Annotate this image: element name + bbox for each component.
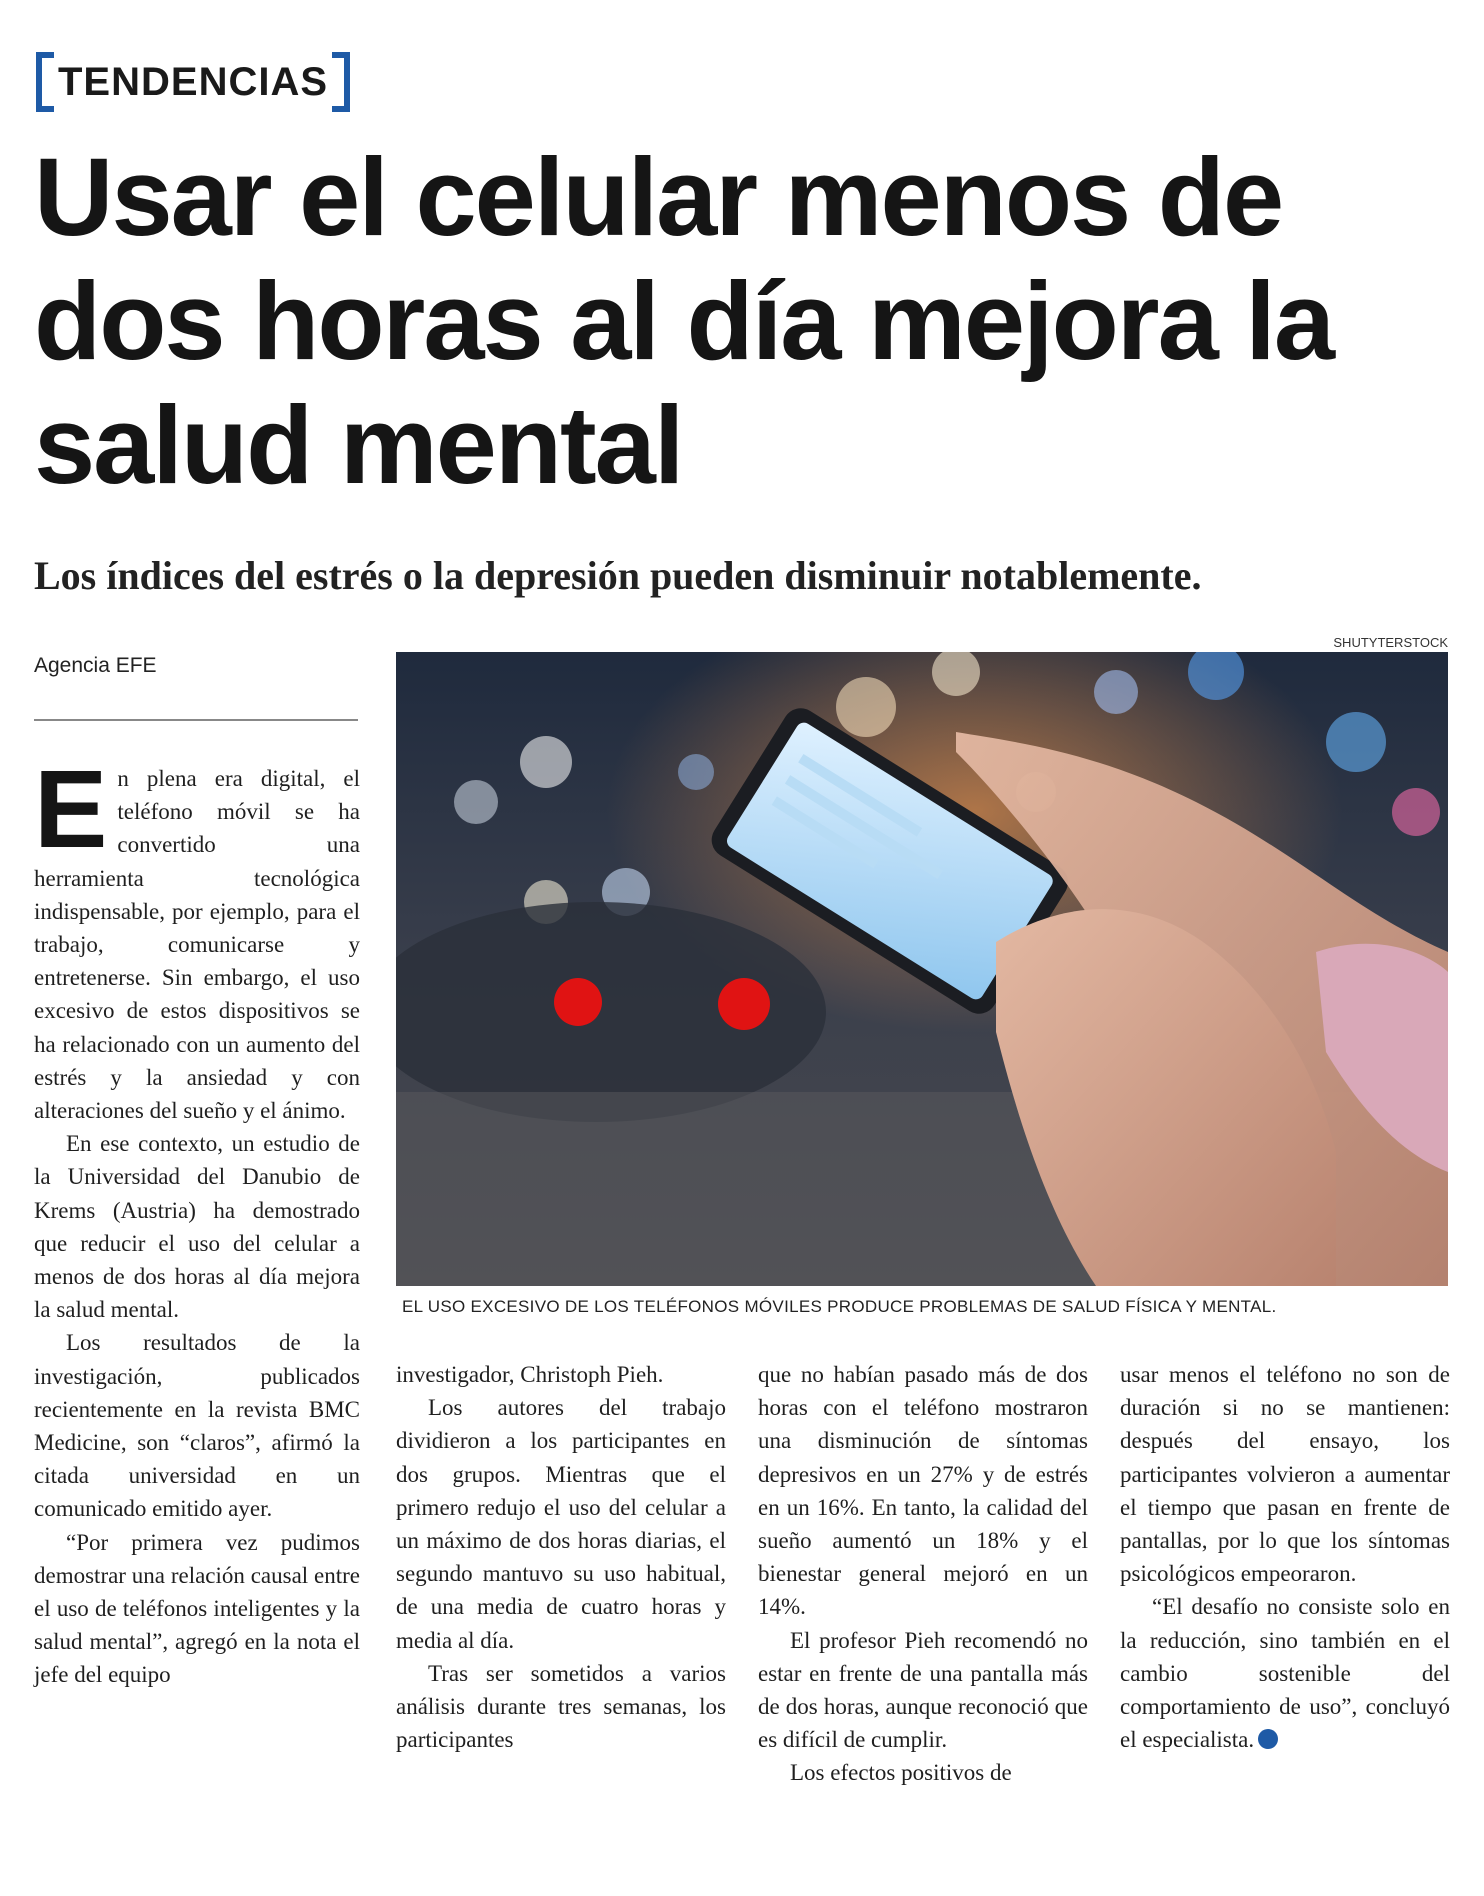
paragraph: En ese contexto, un estudio de la Universidad del Danubio de Krems (Austria) ha demostrado que reducir el uso del celular a menos de dos horas al día mejora la salud mental.	[34, 1131, 360, 1323]
article-column-3	[758, 1358, 1088, 1790]
paragraph: El profesor Pieh recomendó no estar en frente de una pantalla más de dos horas, aunque reconoció que es difícil de cumplir.	[758, 1627, 1088, 1753]
article-column-2	[396, 1358, 726, 1756]
byline: Agencia EFE	[34, 654, 157, 677]
paragraph: Los resultados de la investigación, publicados recientemente en la revista BMC Medicine, son “claros”, afirmó la citada universidad en un comunicado emitido ayer.	[34, 1330, 360, 1522]
paragraph: “Por primera vez pudimos demostrar una relación causal entre el uso de teléfonos inteligentes y la salud mental”, agregó en la nota el jefe del equipo	[34, 1529, 360, 1688]
paragraph: Tras ser sometidos a varios análisis durante tres semanas, los participantes	[396, 1660, 726, 1753]
photo-caption: EL USO EXCESIVO DE LOS TELÉFONOS MÓVILES PRODUCE PROBLEMAS DE SALUD FÍSICA Y MENTAL.	[402, 1297, 1277, 1316]
paragraph-text: n plena era digital, el teléfono móvil se ha convertido una herramienta tecnológica indispensable, por ejemplo, para el trabajo, comunicarse y entretenerse. Sin embargo, el uso excesivo de estos dispositivos se ha relacionado con un aumento del estrés y la ansiedad y con alteraciones del sueño y el ánimo.	[34, 766, 360, 1124]
paragraph: Los efectos positivos de	[790, 1760, 1012, 1786]
subheadline: Los índices del estrés o la depresión pueden disminuir notablemente.	[34, 553, 1202, 598]
paragraph	[1120, 1590, 1450, 1756]
article-column-4	[1120, 1358, 1450, 1756]
paragraph	[34, 748, 360, 1127]
section-tag: TENDENCIAS	[36, 52, 350, 112]
paragraph: que no habían pasado más de dos horas con el teléfono mostraron una disminución de síntomas depresivos en un 27% y de estrés en un 16%. En tanto, la calidad del sueño aumentó un 18% y el bienestar general mejoró en un 14%.	[758, 1362, 1088, 1620]
headline: Usar el celular menos de dos horas al día mejora la salud mental	[34, 136, 1334, 507]
article-column-1	[34, 748, 360, 1692]
paragraph-text: “El desafío no consiste solo en la reducción, sino también en el cambio sostenible del comportamiento de uso”, concluyó el especialista.	[1120, 1594, 1450, 1753]
article-photo	[396, 652, 1448, 1286]
byline-divider	[34, 719, 358, 721]
photo-credit: SHUTYTERSTOCK	[1333, 635, 1448, 650]
paragraph: investigador, Christoph Pieh.	[396, 1362, 664, 1387]
drop-cap: E	[34, 748, 108, 871]
paragraph: Los autores del trabajo dividieron a los participantes en dos grupos. Mientras que el primero redujo el uso del celular a un máximo de dos horas diarias, el segundo mantuvo su uso habitual, de una media de cuatro horas y media al día.	[396, 1395, 726, 1653]
star-end-mark-icon	[1258, 1729, 1278, 1749]
paragraph: usar menos el teléfono no son de duración si no se mantienen: después del ensayo, los participantes volvieron a aumentar el tiempo que pasan en frente de pantallas, por lo que los síntomas psicológicos empeoraron.	[1120, 1362, 1450, 1587]
